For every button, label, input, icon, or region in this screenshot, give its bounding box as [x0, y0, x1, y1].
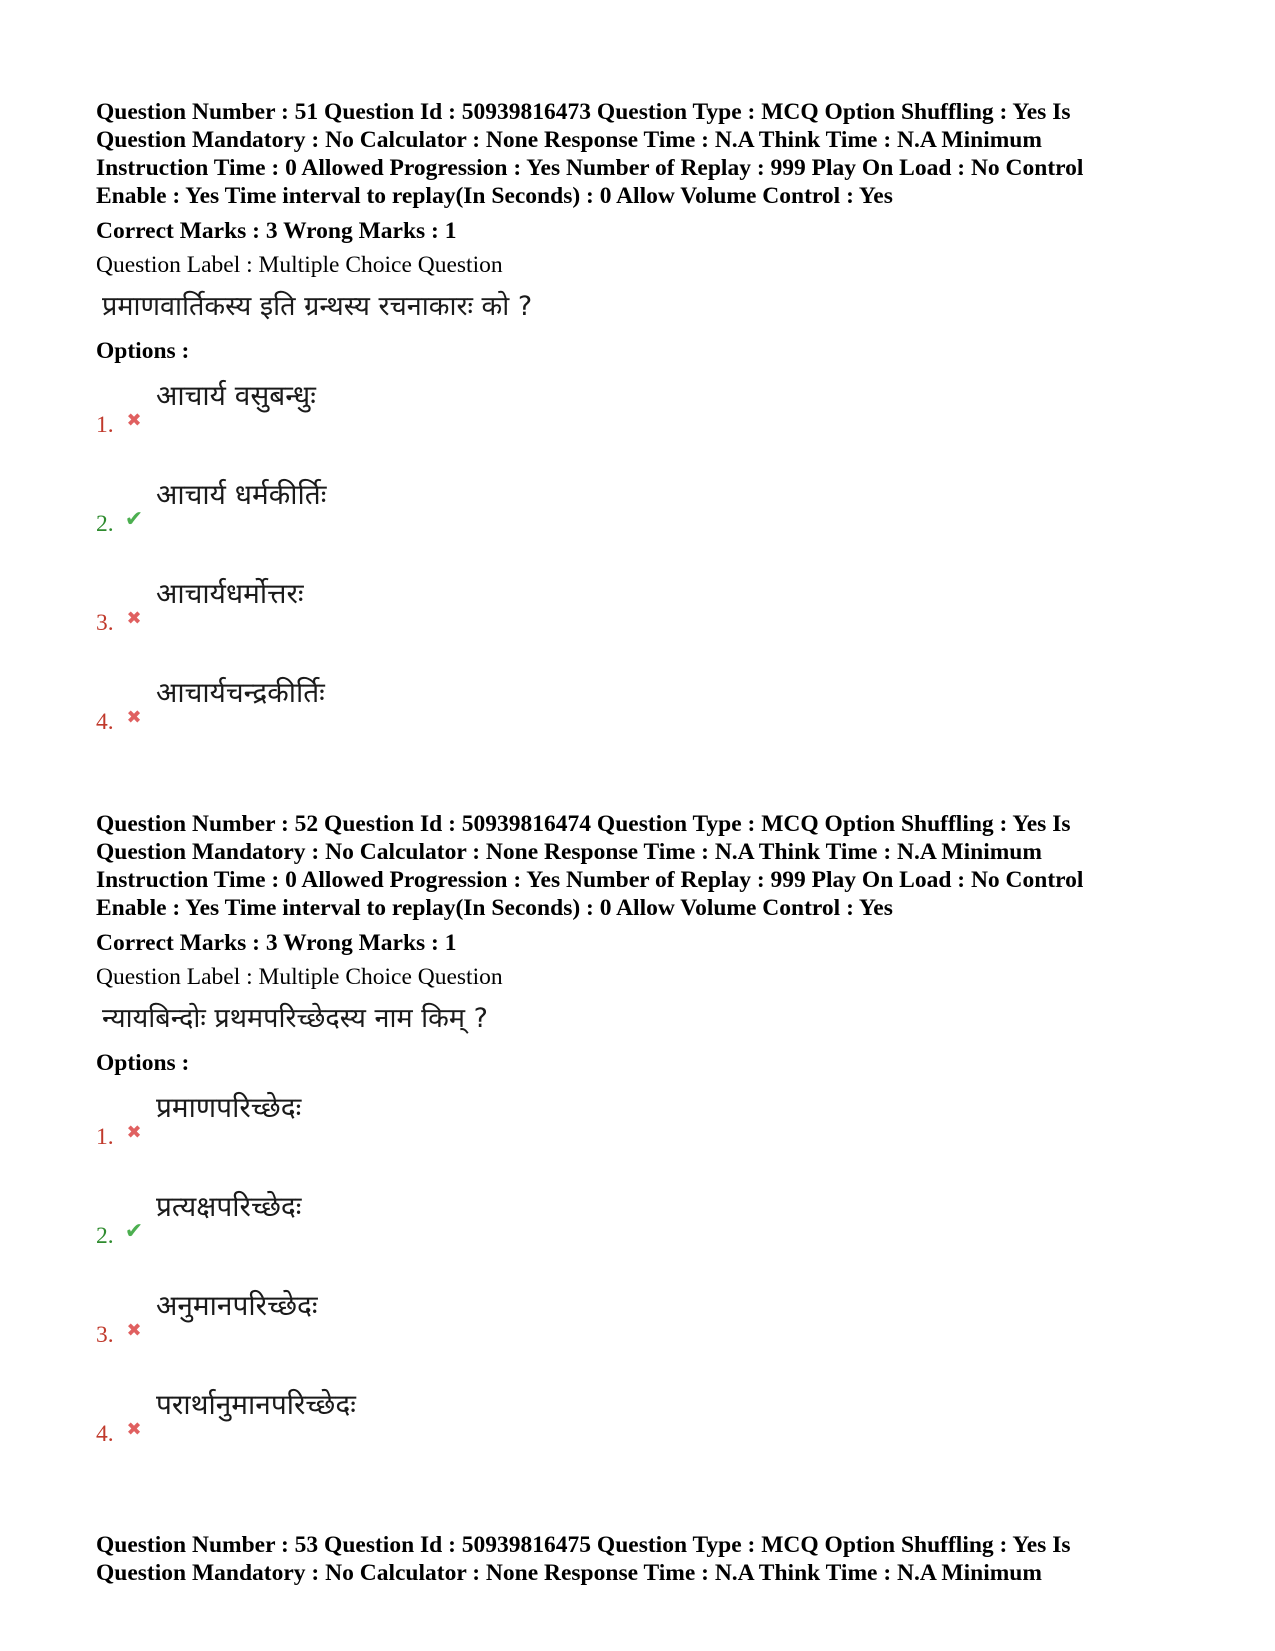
- option-1: [96, 1077, 1196, 1176]
- meta-line: Question Number : 51 Question Id : 50939816473 Question Type : MCQ Option Shuffling : Yes Is: [96, 99, 1071, 125]
- option-3: [96, 563, 1196, 662]
- question-meta: [96, 1531, 1196, 1587]
- meta-line: Question Number : 52 Question Id : 50939816474 Question Type : MCQ Option Shuffling : Yes Is: [96, 811, 1071, 837]
- option-2: [96, 464, 1196, 563]
- meta-line: Question Number : 53 Question Id : 50939816475 Question Type : MCQ Option Shuffling : Yes Is: [96, 1532, 1071, 1558]
- question-block-53: [96, 1531, 1196, 1587]
- question-text: न्यायबिन्दोः प्रथमपरिच्छेदस्य नाम किम् ?: [102, 1003, 488, 1034]
- options-heading: Options :: [96, 338, 190, 364]
- question-marks: Correct Marks : 3 Wrong Marks : 1: [96, 218, 457, 244]
- option-number: 1.: [96, 1124, 114, 1150]
- option-text: परार्थानुमानपरिच्छेदः: [156, 1388, 356, 1421]
- option-text: प्रमाणपरिच्छेदः: [156, 1091, 302, 1124]
- cross-icon: ✖: [126, 706, 142, 728]
- meta-line: Instruction Time : 0 Allowed Progression : Yes Number of Replay : 999 Play On Load : No Control: [96, 155, 1084, 181]
- question-meta: [96, 98, 1196, 210]
- meta-line: Instruction Time : 0 Allowed Progression : Yes Number of Replay : 999 Play On Load : No Control: [96, 867, 1084, 893]
- meta-line: Enable : Yes Time interval to replay(In Seconds) : 0 Allow Volume Control : Yes: [96, 895, 893, 921]
- option-text: अनुमानपरिच्छेदः: [156, 1289, 318, 1322]
- options-list: [96, 365, 1196, 761]
- options-list: [96, 1077, 1196, 1473]
- option-text: आचार्यधर्मोत्तरः: [156, 577, 304, 610]
- option-text: आचार्यचन्द्रकीर्तिः: [156, 676, 325, 709]
- meta-line: Question Mandatory : No Calculator : None Response Time : N.A Think Time : N.A Minimum: [96, 839, 1042, 865]
- options-heading: Options :: [96, 1050, 190, 1076]
- option-4: [96, 662, 1196, 761]
- question-marks: Correct Marks : 3 Wrong Marks : 1: [96, 930, 457, 956]
- option-number: 2.: [96, 511, 114, 537]
- option-number: 1.: [96, 412, 114, 438]
- question-label: Question Label : Multiple Choice Question: [96, 964, 503, 990]
- cross-icon: ✖: [126, 1121, 142, 1143]
- option-number: 3.: [96, 1322, 114, 1348]
- option-2: [96, 1176, 1196, 1275]
- meta-line: Question Mandatory : No Calculator : None Response Time : N.A Think Time : N.A Minimum: [96, 1560, 1042, 1586]
- question-text: प्रमाणवार्तिकस्य इति ग्रन्थस्य रचनाकारः को ?: [102, 291, 533, 322]
- question-label: Question Label : Multiple Choice Question: [96, 252, 503, 278]
- check-icon: ✔: [124, 1218, 144, 1244]
- option-number: 2.: [96, 1223, 114, 1249]
- option-1: [96, 365, 1196, 464]
- option-number: 4.: [96, 709, 114, 735]
- option-text: आचार्य धर्मकीर्तिः: [156, 478, 327, 511]
- check-icon: ✔: [124, 506, 144, 532]
- cross-icon: ✖: [126, 1418, 142, 1440]
- cross-icon: ✖: [126, 1319, 142, 1341]
- meta-line: Question Mandatory : No Calculator : None Response Time : N.A Think Time : N.A Minimum: [96, 127, 1042, 153]
- question-meta: [96, 810, 1196, 922]
- option-3: [96, 1275, 1196, 1374]
- question-block-52: [96, 810, 1196, 1473]
- option-4: [96, 1374, 1196, 1473]
- option-number: 4.: [96, 1421, 114, 1447]
- meta-line: Enable : Yes Time interval to replay(In Seconds) : 0 Allow Volume Control : Yes: [96, 183, 893, 209]
- option-number: 3.: [96, 610, 114, 636]
- cross-icon: ✖: [126, 409, 142, 431]
- option-text: प्रत्यक्षपरिच्छेदः: [156, 1190, 302, 1223]
- cross-icon: ✖: [126, 607, 142, 629]
- question-block-51: [96, 98, 1196, 761]
- option-text: आचार्य वसुबन्धुः: [156, 379, 316, 412]
